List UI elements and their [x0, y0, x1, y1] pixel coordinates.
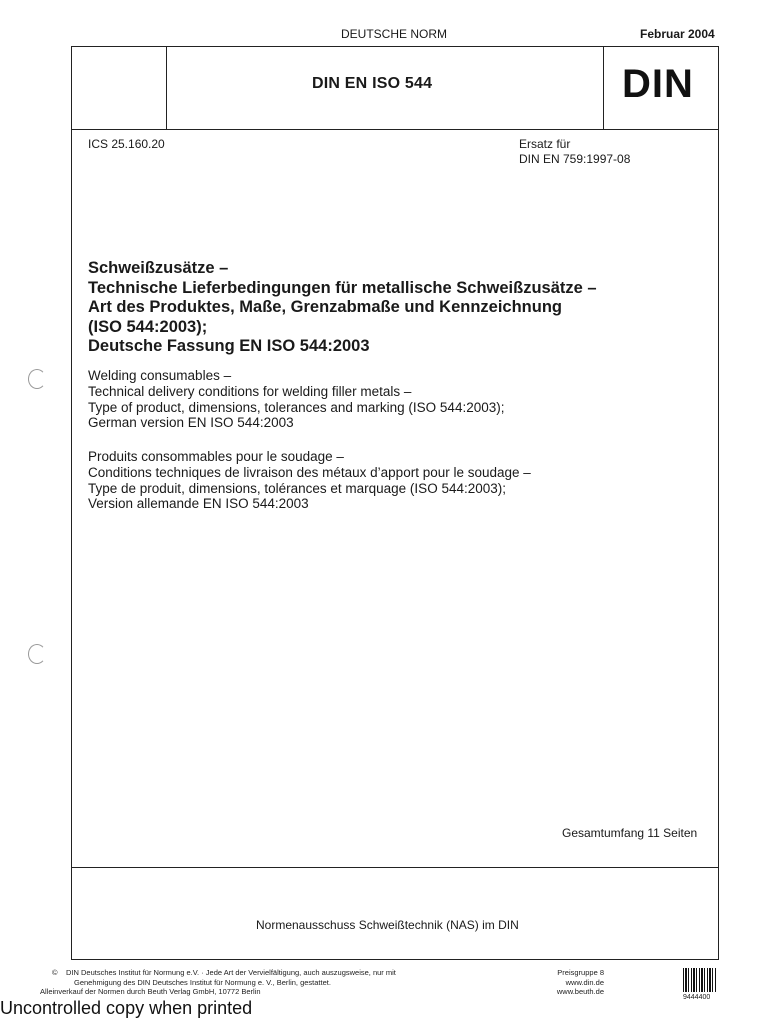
copyright-line: Genehmigung des DIN Deutsches Institut für Normung e. V., Berlin, gestattet.	[74, 977, 331, 987]
beuth-url: www.beuth.de	[556, 987, 604, 996]
copyright-line: DIN Deutsches Institut für Normung e.V. · Jede Art der Vervielfältigung, auch auszugsweise, nur mit	[66, 968, 396, 977]
standard-number: DIN EN ISO 544	[312, 75, 433, 92]
title-german-line: Art des Produktes, Maße, Grenzabmaße und Kennzeichnung	[88, 298, 562, 316]
publication-date: Februar 2004	[640, 27, 715, 41]
copyright-symbol: ©	[52, 968, 58, 977]
title-french-line: Conditions techniques de livraison des métaux d’apport pour le soudage –	[88, 464, 531, 480]
title-french-line: Produits consommables pour le soudage –	[88, 449, 344, 464]
title-german-line: (ISO 544:2003);	[88, 317, 208, 336]
title-german-line: Technische Lieferbedingungen für metallische Schweißzusätze –	[88, 278, 597, 297]
uncontrolled-copy-watermark: Uncontrolled copy when printed	[0, 998, 253, 1018]
title-french-line: Version allemande EN ISO 544:2003	[88, 496, 309, 512]
page-count: Gesamtumfang 11 Seiten	[562, 826, 698, 840]
copyright-notice	[40, 968, 506, 997]
replacement-label: Ersatz für	[519, 137, 571, 151]
order-number: 9444400	[683, 994, 711, 1001]
header-right-divider	[603, 47, 604, 129]
copyright-line: Alleinverkauf der Normen durch Beuth Verlag GmbH, 10772 Berlin	[40, 987, 261, 996]
title-french-line: Type de produit, dimensions, tolérances et marquage (ISO 544:2003);	[88, 480, 506, 496]
title-german-line: Deutsche Fassung EN ISO 544:2003	[88, 337, 370, 355]
title-german	[88, 259, 708, 357]
title-english-line: German version EN ISO 544:2003	[88, 415, 294, 431]
binder-hole-mark	[28, 369, 46, 389]
title-english-line: Type of product, dimensions, tolerances and marking (ISO 544:2003);	[88, 399, 505, 415]
din-url: www.din.de	[565, 977, 604, 987]
title-french	[88, 449, 708, 512]
footer-links	[520, 968, 604, 997]
price-group: Preisgruppe 8	[557, 968, 604, 977]
header-left-divider	[166, 47, 167, 129]
bottom-divider	[72, 867, 718, 868]
replacement-value: DIN EN 759:1997-08	[519, 152, 631, 166]
title-english	[88, 368, 708, 431]
title-english-line: Technical delivery conditions for welding filler metals –	[88, 383, 412, 399]
norm-label: DEUTSCHE NORM	[341, 27, 448, 41]
barcode	[683, 968, 717, 992]
din-logo: DIN	[622, 62, 694, 106]
committee-name: Normenausschuss Schweißtechnik (NAS) im DIN	[256, 918, 519, 932]
ics-code: ICS 25.160.20	[88, 137, 165, 151]
binder-hole-mark	[28, 644, 46, 664]
title-german-line: Schweißzusätze –	[88, 259, 229, 277]
title-english-line: Welding consumables –	[88, 368, 232, 383]
header-divider	[72, 129, 718, 130]
